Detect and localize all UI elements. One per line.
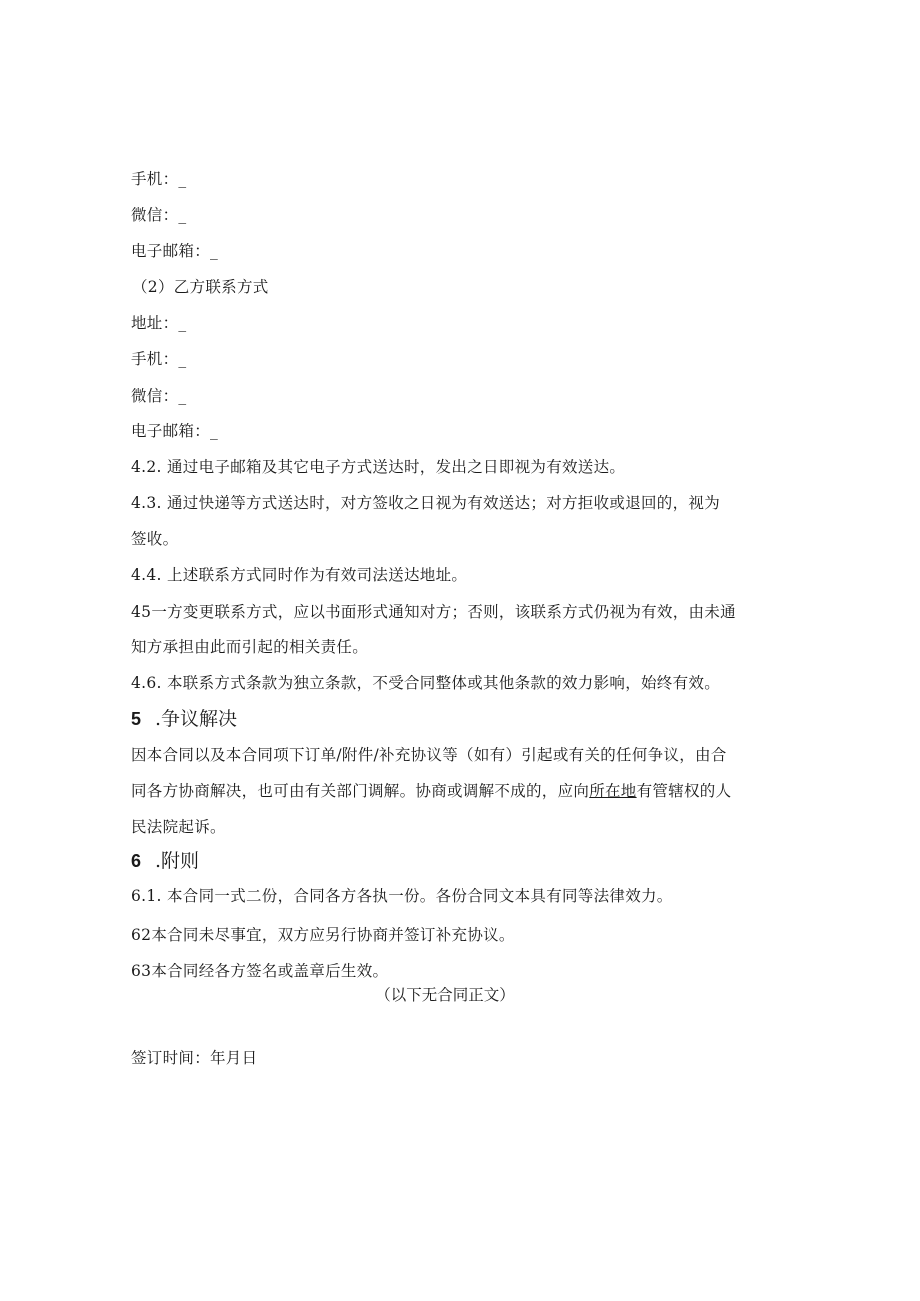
party-b-phone: 手机：_ [131,350,187,368]
section-5-line1: 因本合同以及本合同项下订单/附件/补充协议等（如有）引起或有关的任何争议，由合 [131,746,727,764]
section-6-heading [131,849,199,873]
clause-6-2: 62本合同未尽事宜，双方应另行协商并签订补充协议。 [131,926,515,944]
section-6-number: 6 [131,851,142,871]
party-b-wechat: 微信：_ [131,387,187,405]
section-5-line2-after: 有管辖权的人 [636,782,732,800]
clause-4-6: 4.6. 本联系方式条款为独立条款，不受合同整体或其他条款的效力影响，始终有效。 [131,674,721,692]
clause-6-1: 6.1. 本合同一式二份，合同各方各执一份。各份合同文本具有同等法律效力。 [131,887,673,905]
party-a-email: 电子邮箱：_ [131,242,219,260]
clause-4-5-line2: 知方承担由此而引起的相关责任。 [131,638,369,656]
clause-4-2: 4.2. 通过电子邮箱及其它电子方式送达时，发出之日即视为有效送达。 [131,458,626,476]
section-5-heading [131,707,237,731]
clause-4-5-line1: 45一方变更联系方式，应以书面形式通知对方；否则，该联系方式仍视为有效，由未通 [131,603,736,621]
section-5-line2 [131,781,731,801]
clause-4-4: 4.4. 上述联系方式同时作为有效司法送达地址。 [131,566,468,584]
clause-6-3: 63本合同经各方签名或盖章后生效。 [131,962,389,980]
clause-4-3-line1: 4.3. 通过快递等方式送达时，对方签收之日视为有效送达；对方拒收或退回的，视为 [131,494,721,512]
clause-4-3-line2: 签收。 [131,530,179,548]
section-5-title: .争议解决 [155,708,238,730]
section-5-line2-before: 同各方协商解决，也可由有关部门调解。协商或调解不成的，应向 [131,782,590,800]
section-6-title: .附则 [155,850,200,872]
signing-date: 签订时间：年月日 [131,1049,258,1067]
party-a-phone: 手机：_ [131,170,187,188]
party-b-email: 电子邮箱：_ [131,422,219,440]
party-a-wechat: 微信：_ [131,206,187,224]
party-b-address: 地址：_ [131,314,187,332]
party-b-heading: （2）乙方联系方式 [132,278,269,296]
section-5-number: 5 [131,709,142,729]
underlined-location: 所在地 [589,782,637,800]
section-5-line3: 民法院起诉。 [131,818,226,836]
end-of-contract-note: （以下无合同正文） [375,986,515,1004]
